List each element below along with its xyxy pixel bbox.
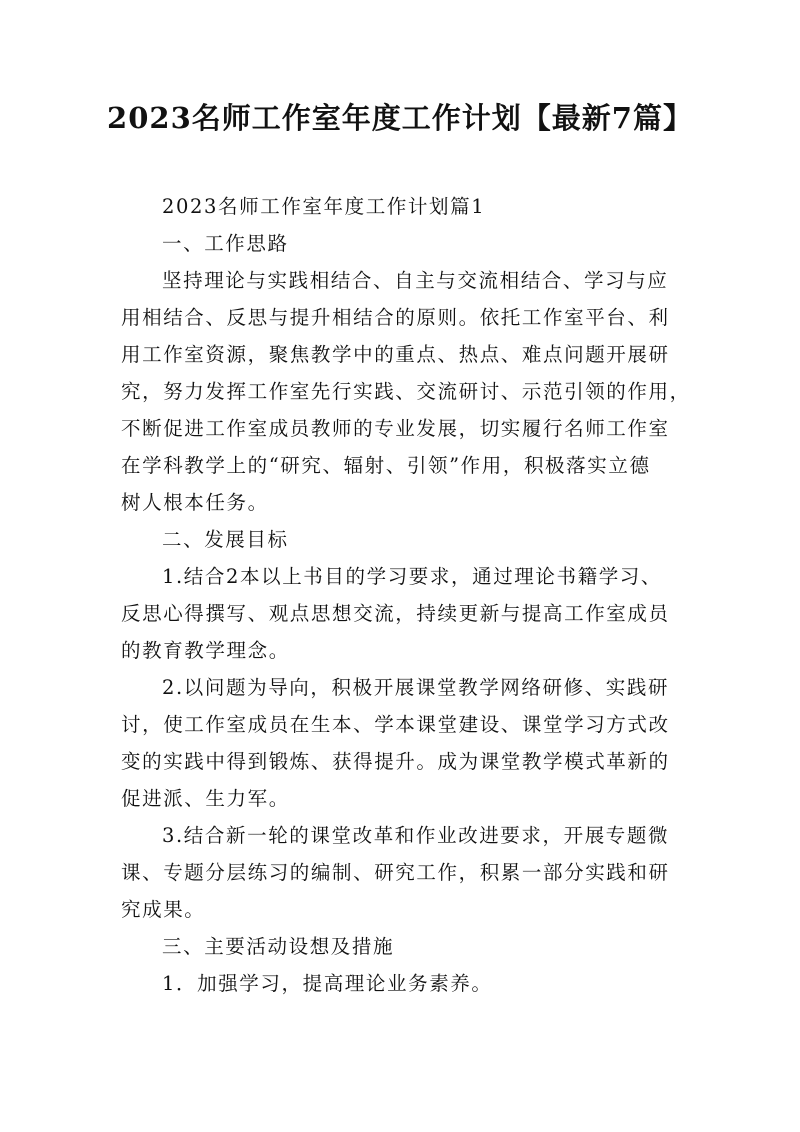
paragraph-line: 的教育教学理念。	[121, 639, 290, 662]
paragraph-line: 2.以问题为导向，积极开展课堂教学网络研修、实践研	[162, 676, 670, 699]
paragraph-line: 在学科教学上的“研究、辐射、引领”作用，积极落实立德	[121, 454, 651, 477]
document-title: 2023名师工作室年度工作计划【最新7篇】	[107, 101, 693, 135]
paragraph-line: 究，努力发挥工作室先行实践、交流研讨、示范引领的作用，	[121, 380, 691, 403]
paragraph-line: 3.结合新一轮的课堂改革和作业改进要求，开展专题微	[162, 824, 670, 847]
paragraph-line: 课、专题分层练习的编制、研究工作，积累一部分实践和研	[121, 861, 670, 884]
paragraph-line: 不断促进工作室成员教师的专业发展，切实履行名师工作室	[121, 417, 670, 440]
paragraph-line: 讨，使工作室成员在生本、学本课堂建设、课堂学习方式改	[121, 713, 670, 736]
paragraph-line: 用相结合、反思与提升相结合的原则。依托工作室平台、利	[121, 306, 670, 329]
paragraph-line: 1．加强学习，提高理论业务素养。	[162, 972, 493, 995]
document-body	[121, 188, 691, 1002]
subsection-heading: 一、工作思路	[162, 232, 289, 255]
paragraph-line: 用工作室资源，聚焦教学中的重点、热点、难点问题开展研	[121, 343, 670, 366]
subsection-heading: 二、发展目标	[162, 528, 289, 551]
paragraph-line: 1.结合2本以上书目的学习要求，通过理论书籍学习、	[162, 565, 663, 588]
paragraph-line: 变的实践中得到锻炼、获得提升。成为课堂教学模式革新的	[121, 750, 670, 773]
paragraph-line: 究成果。	[121, 898, 206, 921]
paragraph-line: 坚持理论与实践相结合、自主与交流相结合、学习与应	[162, 269, 669, 292]
paragraph-line: 促进派、生力军。	[121, 787, 290, 810]
paragraph-line: 反思心得撰写、观点思想交流，持续更新与提高工作室成员	[121, 602, 670, 625]
subsection-heading: 三、主要活动设想及措施	[162, 935, 395, 958]
section-heading: 2023名师工作室年度工作计划篇1	[162, 195, 486, 218]
paragraph-line: 树人根本任务。	[121, 491, 269, 514]
